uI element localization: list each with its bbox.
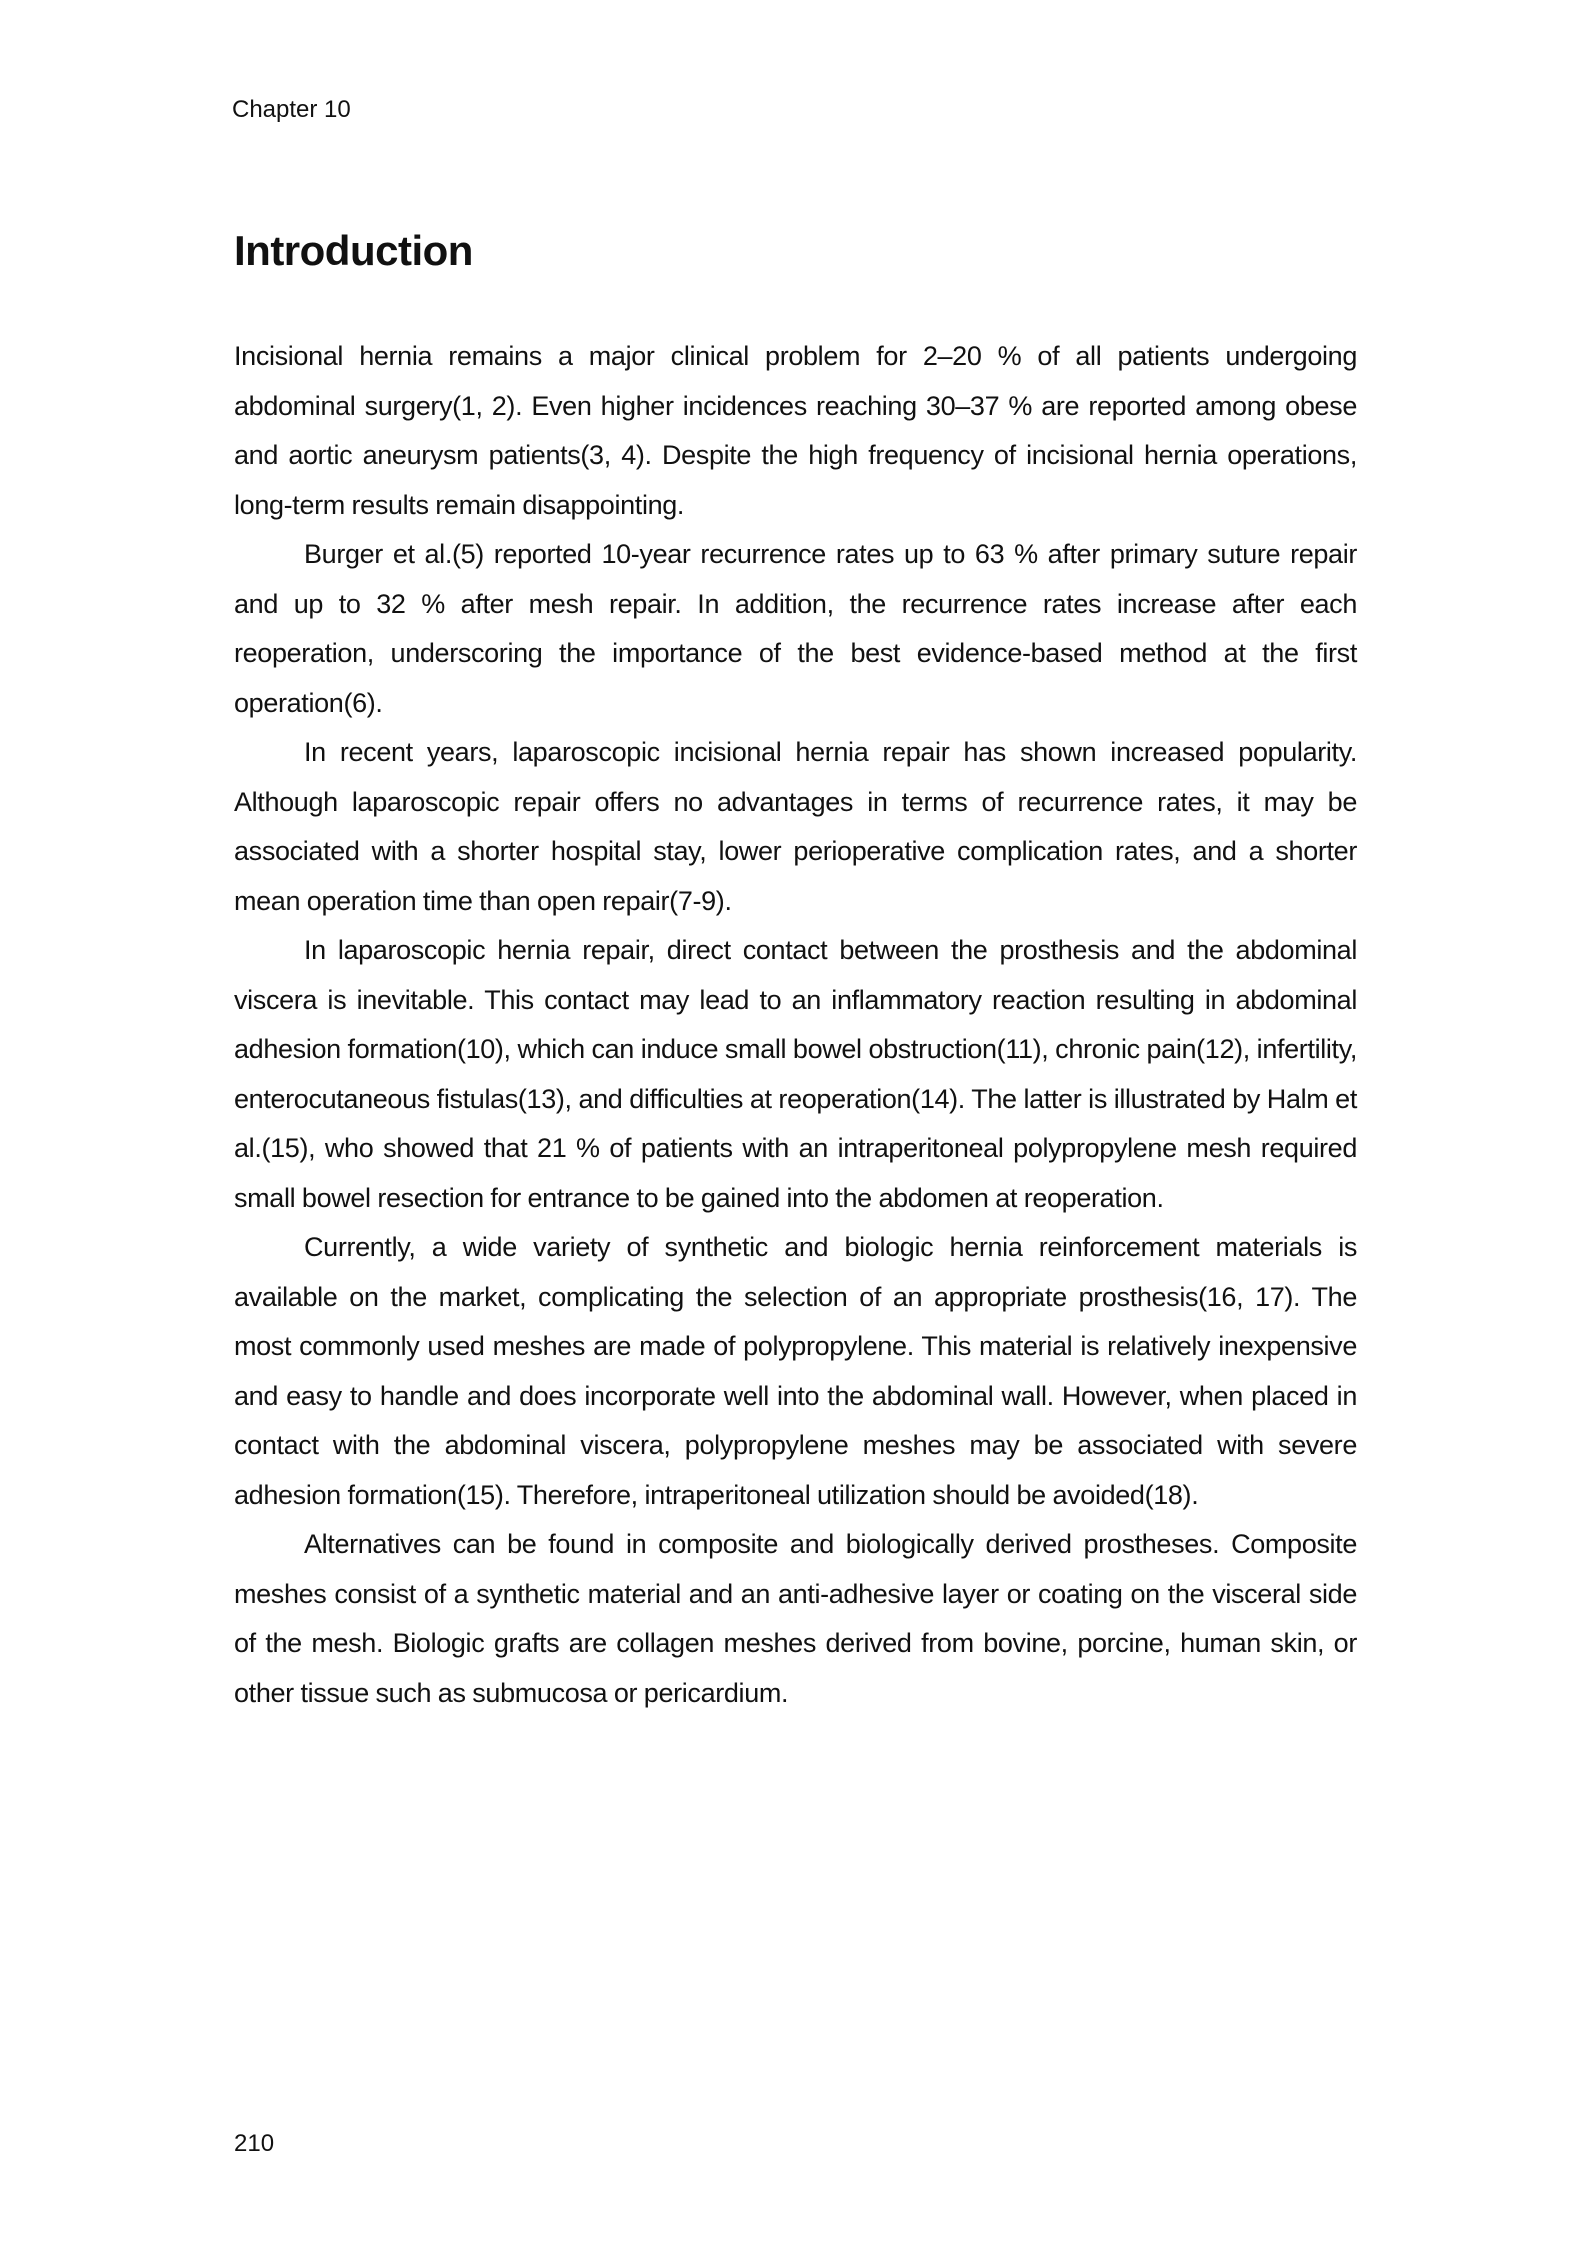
paragraph: Alternatives can be found in composite and biologically derived prostheses. Composite meshes consist of a synthetic material and an anti-adhesive layer or coating on the visceral side of the mesh. Biologic grafts are collagen meshes derived from bovine, porcine, human skin, or other tissue such as submucosa or pericardium. (234, 1529, 1357, 1708)
paragraph: In recent years, laparoscopic incisional hernia repair has shown increased popularity. Although laparoscopic repair offers no advantages in terms of recurrence rates, it may be associated with a shorter hospital stay, lower perioperative complication rates, and a shorter mean operation time than open repair(7-9). (234, 737, 1357, 916)
paragraph: In laparoscopic hernia repair, direct contact between the prosthesis and the abdominal viscera is inevitable. This contact may lead to an inflammatory reaction resulting in abdominal adhesion formation(10), which can induce small bowel obstruction(11), chronic pain(12), infertility, enterocutaneous fistulas(13), and difficulties at reoperation(14). The latter is illustrated by Halm et al.(15), who showed that 21 % of patients with an intraperitoneal polypropylene mesh required small bowel resection for entrance to be gained into the abdomen at reoperation. (234, 935, 1357, 1213)
running-head: Chapter 10 (232, 96, 351, 123)
page-number: 210 (234, 2130, 275, 2157)
body-text (234, 332, 1357, 1718)
paragraph: Currently, a wide variety of synthetic and biologic hernia reinforcement materials is available on the market, complicating the selection of an appropriate prosthesis(16, 17). The most commonly used meshes are made of polypropylene. This material is relatively inexpensive and easy to handle and does incorporate well into the abdominal wall. However, when placed in contact with the abdominal viscera, polypropylene meshes may be associated with severe adhesion formation(15). Therefore, intraperitoneal utilization should be avoided(18). (234, 1232, 1357, 1510)
paragraph: Incisional hernia remains a major clinical problem for 2–20 % of all patients undergoing abdominal surgery(1, 2). Even higher incidences reaching 30–37 % are reported among obese and aortic aneurysm patients(3, 4). Despite the high frequency of incisional hernia operations, long-term results remain disappointing. (234, 341, 1357, 520)
section-title: Introduction (234, 227, 473, 274)
paragraph: Burger et al.(5) reported 10-year recurrence rates up to 63 % after primary suture repair and up to 32 % after mesh repair. In addition, the recurrence rates increase after each reoperation, underscoring the importance of the best evidence-based method at the first operation(6). (234, 539, 1357, 718)
